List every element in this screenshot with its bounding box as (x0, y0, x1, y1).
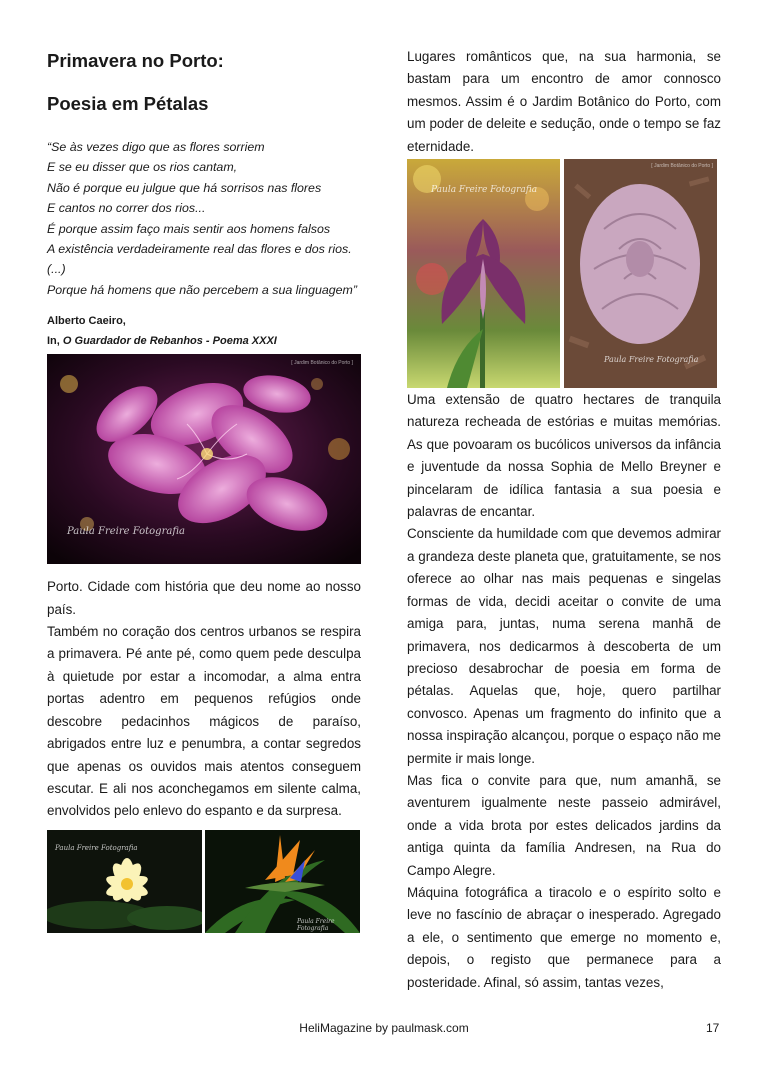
photo-watermark: Paula Freire Fotografia (431, 185, 538, 196)
water-lily-photo (47, 830, 202, 933)
body-paragraph: Consciente da humildade com que devemos admirar a grandeza deste planeta que, gratuitamente, se nos oferece ao olhar nas mais pequenas e singelas formas de vida, decidi aceitar o convite de uma amiga para, juntas, numa serena manhã de primavera, nos dedicarmos à descoberta de um precioso desabrochar de poesia em forma de pétalas. Aquelas que, hoje, quero partilhar convosco. Apenas um fragmento do infinito que a nossa inspiração alcançou, porque o espaço não me permite ir mais longe. (407, 526, 721, 766)
footer-magazine: HeliMagazine by paulmask.com (299, 1021, 469, 1035)
article-title-line-1: Primavera no Porto: (47, 50, 224, 71)
poem-attribution (47, 311, 361, 351)
poem-line: É porque assim faço mais sentir aos homens falsos (47, 221, 331, 236)
body-paragraph: Também no coração dos centros urbanos se respira a primavera. Pé ante pé, como quem pede desculpa à quietude por estar a incomodar, a alma entra portas adentro em pequenos refúgios onde descobre pedacinhos mágicos de paraíso, abrigados entre luz e penumbra, a contar segredos que apenas os ouvidos mais atentos conseguem escutar. E ali nos aconchegamos em silente calma, envolvidos pelo enlevo do espanto e da surpresa. (47, 624, 361, 819)
poem-line: Porque há homens que não percebem a sua linguagem” (47, 282, 357, 297)
poem-author: Alberto Caeiro, (47, 315, 126, 328)
photo-watermark: Paula Freire Fotografia (297, 917, 335, 932)
rhododendron-photo (47, 354, 361, 564)
poem-line: A existência verdadeiramente real das flores e dos rios. (47, 242, 352, 257)
rose-illustration (564, 159, 717, 388)
body-paragraph: Máquina fotográfica a tiracolo e o espírito solto e leve no fascínio de abraçar o inesperado. Agregado a ele, o sentimento que emerge no momento e, depois, o registo que permanece para a posteridade. Afinal, só assim, tantas vezes, (407, 884, 721, 990)
poem-source-prefix: In, (47, 335, 60, 348)
poem-line: E cantos no correr dos rios... (47, 201, 206, 216)
poem-source-work: O Guardador de Rebanhos - Poema XXXI (62, 335, 277, 348)
poem-source (47, 331, 361, 351)
top-photo-row (407, 159, 721, 388)
poem-line: “Se às vezes digo que as flores sorriem (47, 140, 265, 154)
rose-photo (564, 159, 717, 388)
left-column (47, 50, 361, 933)
photo-caption: [ Jardim Botânico do Porto ] (651, 163, 713, 170)
photo-watermark: Paula Freire Fotografia (67, 526, 185, 538)
photo-watermark: Paula Freire Fotografia (604, 355, 699, 365)
poem-line: (...) (47, 262, 66, 277)
bottom-photo-row (47, 830, 361, 933)
page-number: 17 (706, 1021, 720, 1035)
body-paragraph: Porto. Cidade com história que deu nome ao nosso país. (47, 579, 361, 617)
right-body-text (407, 389, 721, 994)
iris-photo (407, 159, 560, 388)
intro-paragraph: Lugares românticos que, na sua harmonia, se bastam para um encontro de amor connosco mesmos. Assim é o Jardim Botânico do Porto, com um poder de deleite e sedução, onde o tempo se faz eternidade. (407, 49, 721, 154)
photo-caption: [ Jardim Botânico do Porto ] (291, 360, 353, 367)
article-title-line-2: Poesia em Pétalas (47, 93, 209, 114)
poem-quote (47, 137, 361, 300)
poem-line: E se eu disser que os rios cantam, (47, 160, 238, 175)
body-paragraph: Mas fica o convite para que, num amanhã, se aventurem igualmente neste passeio admirável, onde a vida brota por estes delicados jardins da antiga quinta da família Andresen, na Rua do Campo Alegre. (407, 772, 721, 878)
body-paragraph: Uma extensão de quatro hectares de tranquila natureza recheada de estórias e muitas memórias. As que povoaram os bucólicos universos da infância e juventude da nossa Sophia de Mello Breyner e pincelaram de idílica fantasia a sua poesia e palavras de encantar. (407, 392, 721, 520)
bird-of-paradise-photo (205, 830, 360, 933)
right-column (407, 46, 721, 994)
left-body-text (47, 576, 361, 822)
poem-line: Não é porque eu julgue que há sorrisos nas flores (47, 180, 322, 195)
photo-watermark: Paula Freire Fotografia (55, 843, 138, 852)
